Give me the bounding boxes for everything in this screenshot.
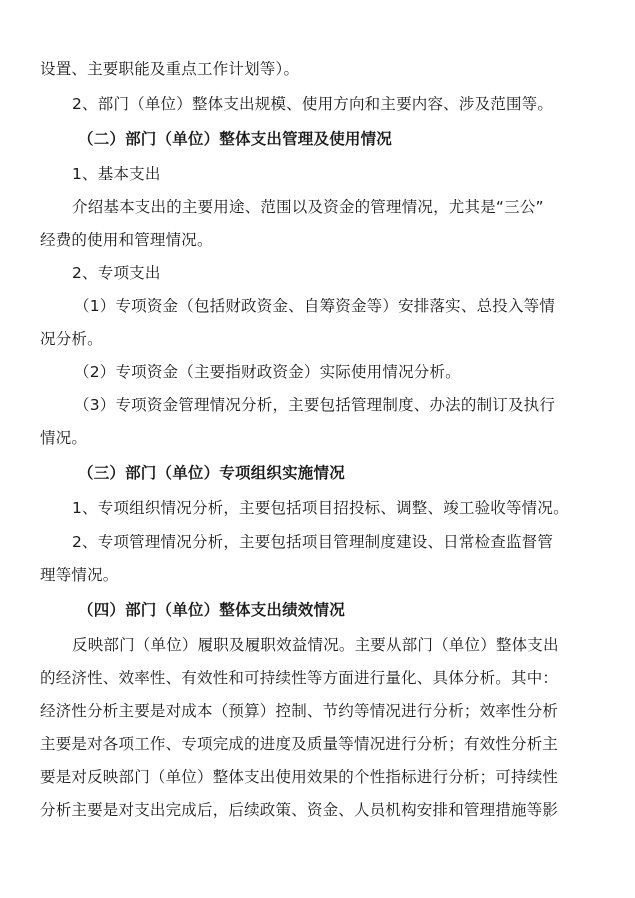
- paragraph-line: 反映部门（单位）履职及履职效益情况。主要从部门（单位）整体支出: [72, 636, 559, 654]
- list-item-management: 2、专项管理情况分析，主要包括项目管理制度建设、日常检查监督管: [72, 533, 554, 551]
- paragraph-line: 要是对反映部门（单位）整体支出使用效果的个性指标进行分析；可持续性: [40, 768, 559, 786]
- paragraph-line: 况分析。: [40, 330, 103, 348]
- subheading-special-expenditure: 2、专项支出: [72, 264, 161, 282]
- paragraph-line: 经济性分析主要是对成本（预算）控制、节约等情况进行分析；效率性分析: [40, 702, 559, 720]
- section-heading-4: （四）部门（单位）整体支出绩效情况: [78, 601, 345, 619]
- list-item-organization: 1、专项组织情况分析，主要包括项目招投标、调整、竣工验收等情况。: [72, 499, 569, 517]
- section-heading-2: （二）部门（单位）整体支出管理及使用情况: [78, 130, 393, 148]
- paragraph-line: 分析主要是对支出完成后，后续政策、资金、人员机构安排和管理措施等影: [40, 801, 559, 819]
- list-item-special-funds-1: （1）专项资金（包括财政资金、自筹资金等）安排落实、总投入等情: [74, 297, 556, 315]
- paragraph-line: 的经济性、效率性、有效性和可持续性等方面进行量化、具体分析。其中：: [40, 669, 559, 687]
- paragraph-line: 情况。: [40, 429, 88, 447]
- paragraph-line: 经费的使用和管理情况。: [40, 231, 213, 249]
- section-heading-3: （三）部门（单位）专项组织实施情况: [78, 464, 345, 482]
- paragraph-line: 理等情况。: [40, 566, 119, 584]
- subheading-basic-expenditure: 1、基本支出: [72, 165, 161, 183]
- list-item-scope: 2、部门（单位）整体支出规模、使用方向和主要内容、涉及范围等。: [72, 95, 554, 113]
- paragraph-line: 主要是对各项工作、专项完成的进度及质量等情况进行分析；有效性分析主: [40, 735, 559, 753]
- paragraph-line: 设置、主要职能及重点工作计划等）。: [40, 60, 300, 78]
- paragraph-line: 介绍基本支出的主要用途、范围以及资金的管理情况，尤其是“三公”: [72, 198, 544, 216]
- list-item-special-funds-3: （3）专项资金管理情况分析，主要包括管理制度、办法的制订及执行: [74, 396, 556, 414]
- list-item-special-funds-2: （2）专项资金（主要指财政资金）实际使用情况分析。: [74, 363, 461, 381]
